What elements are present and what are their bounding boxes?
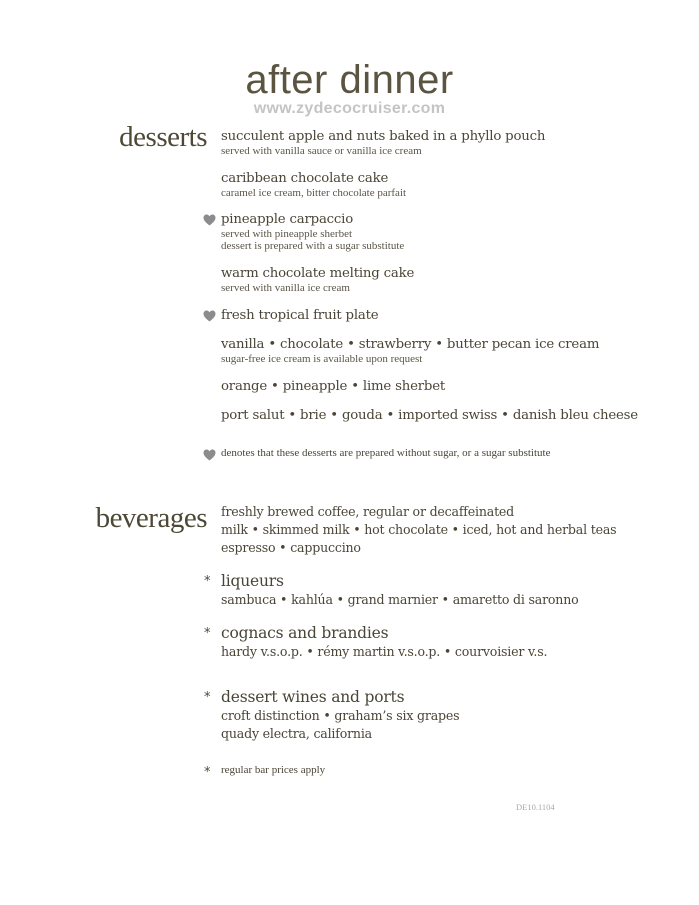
dessert-name: pineapple carpaccio <box>221 212 354 227</box>
dessert-description: served with pineapple sherbet <box>221 228 353 240</box>
desserts-heading: desserts <box>119 121 207 153</box>
beverage-group <box>221 687 681 743</box>
beverage-group <box>221 623 681 661</box>
dessert-item <box>221 128 681 157</box>
bar-price-note: regular bar prices apply <box>221 764 326 776</box>
heart-icon <box>203 214 216 226</box>
dessert-name: fresh tropical fruit plate <box>221 308 379 323</box>
dessert-description: served with vanilla ice cream <box>221 282 350 294</box>
dessert-item <box>221 170 681 199</box>
dessert-item <box>221 265 681 294</box>
beverage-group-name: dessert wines and ports <box>221 688 405 706</box>
heart-icon <box>203 449 216 461</box>
asterisk-icon: * <box>204 690 211 705</box>
page-title: after dinner <box>245 58 454 102</box>
dessert-description: dessert is prepared with a sugar substitute <box>221 240 405 252</box>
heart-icon <box>203 310 216 322</box>
dessert-item <box>221 211 681 252</box>
beverage-group-name: liqueurs <box>221 572 284 590</box>
dessert-item <box>221 407 681 424</box>
dessert-item <box>221 336 681 365</box>
beverage-line: croft distinction • graham’s six grapes <box>221 708 460 723</box>
watermark-url: www.zydecocruiser.com <box>253 100 446 117</box>
dessert-name: vanilla • chocolate • strawberry • butter pecan ice cream <box>221 337 600 352</box>
beverage-line: espresso • cappuccino <box>221 540 361 555</box>
asterisk-icon: * <box>204 574 211 589</box>
beverage-group <box>221 571 681 609</box>
beverage-line: sambuca • kahlúa • grand marnier • amaretto di saronno <box>221 592 579 607</box>
dessert-item <box>221 378 681 395</box>
dessert-name: caribbean chocolate cake <box>221 171 389 186</box>
dessert-description: caramel ice cream, bitter chocolate parfait <box>221 187 407 199</box>
sugar-free-note: denotes that these desserts are prepared without sugar, or a sugar substitute <box>221 447 551 459</box>
dessert-item <box>221 307 681 324</box>
dessert-description: served with vanilla sauce or vanilla ice cream <box>221 145 422 157</box>
dessert-name: port salut • brie • gouda • imported swiss • danish bleu cheese <box>221 408 638 423</box>
beverage-line: quady electra, california <box>221 726 372 741</box>
beverage-line: freshly brewed coffee, regular or decaffeinated <box>221 504 515 519</box>
beverage-group-name: cognacs and brandies <box>221 624 389 642</box>
dessert-description: sugar-free ice cream is available upon request <box>221 353 423 365</box>
asterisk-icon: * <box>204 626 211 641</box>
dessert-name: succulent apple and nuts baked in a phyllo pouch <box>221 129 546 144</box>
beverage-line: milk • skimmed milk • hot chocolate • iced, hot and herbal teas <box>221 522 617 537</box>
dessert-name: warm chocolate melting cake <box>221 266 415 281</box>
beverages-heading: beverages <box>95 502 207 534</box>
beverage-line: hardy v.s.o.p. • rémy martin v.s.o.p. • courvoisier v.s. <box>221 644 548 659</box>
beverage-basics <box>221 503 681 557</box>
dessert-name: orange • pineapple • lime sherbet <box>221 379 446 394</box>
asterisk-icon: * <box>204 765 211 780</box>
menu-code: DE10.1104 <box>516 802 555 812</box>
